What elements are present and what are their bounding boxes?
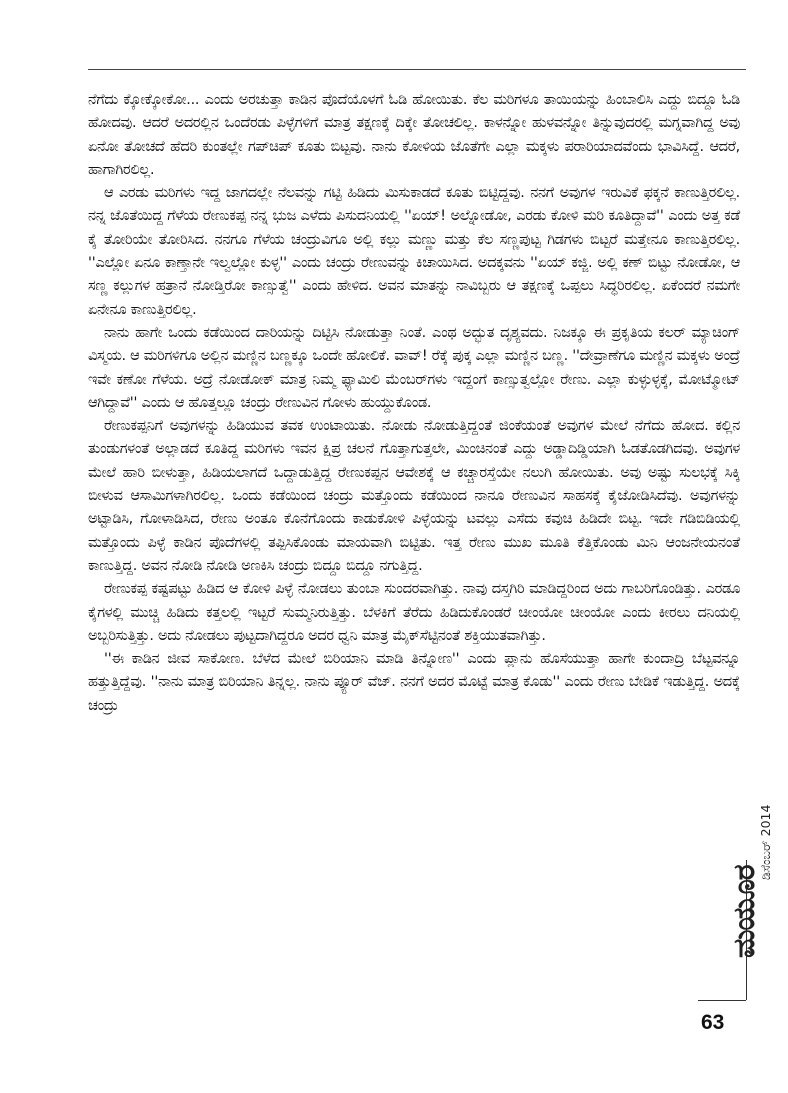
- paragraph: ನೆಗೆದು ಕ್ಕೋಕ್ಕೋಕೋ... ಎಂದು ಅರಚುತ್ತಾ ಕಾಡಿನ ಪೊದೆಯೊಳಗೆ ಓಡಿ ಹೋಯಿತು. ಕೆಲ ಮರಿಗಳೂ ತಾಯಿಯನ್ನು ಹಿಂಬಾಲಿಸಿ ಎದ್ದು ಬಿದ್ದೂ ಓಡಿ ಹೋದವು. ಆದರೆ ಅದರಲ್ಲಿನ ಒಂದೆರಡು ಪಿಳ್ಳೆಗಳಿಗೆ ಮಾತ್ರ ತಕ್ಷಣಕ್ಕೆ ದಿಕ್ಕೇ ತೋಚಲಿಲ್ಲ. ಕಾಳನ್ನೋ ಹುಳವನ್ನೋ ತಿನ್ನುವುದರಲ್ಲಿ ಮಗ್ನವಾಗಿದ್ದ ಅವು ಏನೋ ತೋಚದೆ ಹೆದರಿ ಕುಂತಲ್ಲೇ ಗಪ್‌ಚಿಪ್ ಕೂತು ಬಿಟ್ಟವು. ನಾನು ಕೋಳಿಯ ಜೊತೆಗೇ ಎಲ್ಲಾ ಮಕ್ಕಳು ಪರಾರಿಯಾದವೆಂದು ಭಾವಿಸಿದ್ದೆ. ಆದರೆ, ಹಾಗಾಗಿರಲಿಲ್ಲ.: [88, 92, 740, 178]
- page-number-rule: [698, 1000, 746, 1001]
- paragraph: ನಾನು ಹಾಗೇ ಒಂದು ಕಡೆಯಿಂದ ದಾರಿಯನ್ನು ದಿಟ್ಟಿಸಿ ನೋಡುತ್ತಾ ನಿಂತೆ. ಎಂಥ ಅದ್ಭುತ ದೃಶ್ಯವದು. ನಿಜಕ್ಕೂ ಈ ಪ್ರಕೃತಿಯ ಕಲರ್ ಮ್ಯಾಚಿಂಗ್ ವಿಸ್ಮಯ. ಆ ಮರಿಗಳಿಗೂ ಅಲ್ಲಿನ ಮಣ್ಣಿನ ಬಣ್ಣಕ್ಕೂ ಒಂದೇ ಹೋಲಿಕೆ. ವಾವ್! ರೆಕ್ಕೆ ಪುಕ್ಕ ಎಲ್ಲಾ ಮಣ್ಣಿನ ಬಣ್ಣ. ''ದೇವ್ರಾಣೆಗೂ ಮಣ್ಣಿನ ಮಕ್ಕಳು ಅಂದ್ರೆ ಇವೇ ಕಣೋ ಗೆಳೆಯ. ಅದ್ರೆ ನೋಡೋಕ್ ಮಾತ್ರ ನಿಮ್ಮ ಫ್ಯಾಮಿಲಿ ಮೆಂಬರ್‌ಗಳು ಇದ್ದಂಗೆ ಕಾಣ್ಸುತ್ವಲ್ಲೋ ರೇಣು. ಎಲ್ಲಾ ಕುಳ್ಳುಳ್ಳಕ್ಕೆ, ಮೋಟ್ಮೋಟ್ ಆಗಿದ್ದಾವೆ'' ಎಂದು ಆ ಹೊತ್ತಲ್ಲೂ ಚಂದ್ರು ರೇಣುವಿನ ಗೋಳು ಹುಯ್ದುಕೊಂಡ.: [88, 324, 740, 411]
- paragraph: ರೇಣುಕಪ್ಪ ಕಷ್ಟಪಟ್ಟು ಹಿಡಿದ ಆ ಕೋಳಿ ಪಿಳ್ಳೆ ನೋಡಲು ತುಂಬಾ ಸುಂದರವಾಗಿತ್ತು. ನಾವು ದಸ್ತಗಿರಿ ಮಾಡಿದ್ದರಿಂದ ಅದು ಗಾಬರಿಗೊಂಡಿತ್ತು. ಎರಡೂ ಕೈಗಳಲ್ಲಿ ಮುಚ್ಚಿ ಹಿಡಿದು ಕತ್ತಲಲ್ಲಿ ಇಟ್ಟರೆ ಸುಮ್ಮನಿರುತ್ತಿತ್ತು. ಬೆಳಕಿಗೆ ತೆರೆದು ಹಿಡಿದುಕೊಂಡರೆ ಚೀಂಯೋ ಚೀಂಯೋ ಎಂದು ಕೀರಲು ದನಿಯಲ್ಲಿ ಅಬ್ಬರಿಸುತ್ತಿತ್ತು. ಅದು ನೋಡಲು ಪುಟ್ಟದಾಗಿದ್ದರೂ ಅದರ ಧ್ವನಿ ಮಾತ್ರ ಮೈಕ್‌ಸೆಟ್ಟಿನಂತೆ ಶಕ್ತಿಯುತವಾಗಿತ್ತು.: [88, 581, 740, 644]
- issue-date: ಡಿಸೆಂಬರ್ 2014: [758, 804, 773, 880]
- article-body: [88, 89, 740, 718]
- paragraph: ಆ ಎರಡು ಮರಿಗಳು ಇದ್ದ ಜಾಗದಲ್ಲೇ ನೆಲವನ್ನು ಗಟ್ಟಿ ಹಿಡಿದು ಮಿಸುಕಾಡದೆ ಕೂತು ಬಿಟ್ಟಿದ್ದವು. ನನಗೆ ಅವುಗಳ ಇರುವಿಕೆ ಫಕ್ಕನೆ ಕಾಣುತ್ತಿರಲಿಲ್ಲ. ನನ್ನ ಜೊತೆಯಿದ್ದ ಗೆಳೆಯ ರೇಣುಕಪ್ಪ ನನ್ನ ಭುಜ ಎಳೆದು ಪಿಸುದನಿಯಲ್ಲಿ ''ಏಯ್! ಅಲ್ನೋಡೋ, ಎರಡು ಕೋಳಿ ಮರಿ ಕೂತಿದ್ದಾವೆ'' ಎಂದು ಅತ್ತ ಕಡೆ ಕೈ ತೋರಿಯೇ ತೋರಿಸಿದ. ನನಗೂ ಗೆಳೆಯ ಚಂದ್ರುವಿಗೂ ಅಲ್ಲಿ ಕಲ್ಲು ಮಣ್ಣು ಮತ್ತು ಕೆಲ ಸಣ್ಣಪುಟ್ಟ ಗಿಡಗಳು ಬಿಟ್ಟರೆ ಮತ್ತೇನೂ ಕಾಣುತ್ತಿರಲಿಲ್ಲ. ''ಎಲ್ಲೋ ಏನೂ ಕಾಣ್ತಾನೇ ಇಲ್ವಲ್ಲೋ ಕುಳ್ಳ'' ಎಂದು ಚಂದ್ರು ರೇಣುವನ್ನು ಕಿಚಾಯಿಸಿದ. ಅದಕ್ಕವನು ''ಏಯ್ ಕಜ್ಜಿ. ಅಲ್ಲಿ ಕಣ್ ಬಿಟ್ಟು ನೋಡೋ, ಆ ಸಣ್ಣ ಕಲ್ಲುಗಳ ಹತ್ರಾನೆ ನೋಡ್ತಿರೋ ಕಾಣ್ಸುತ್ವೆ'' ಎಂದು ಹೇಳಿದ. ಅವನ ಮಾತನ್ನು ನಾವಿಬ್ಬರು ಆ ತಕ್ಷಣಕ್ಕೆ ಒಪ್ಪಲು ಸಿದ್ಧರಿರಲಿಲ್ಲ. ಏಕೆಂದರೆ ನಮಗೇ ಏನೇನೂ ಕಾಣುತ್ತಿರಲಿಲ್ಲ.: [88, 185, 740, 318]
- paragraph: ರೇಣುಕಪ್ಪನಿಗೆ ಅವುಗಳನ್ನು ಹಿಡಿಯುವ ತವಕ ಉಂಟಾಯಿತು. ನೋಡು ನೋಡುತ್ತಿದ್ದಂತೆ ಜಿಂಕೆಯಂತೆ ಅವುಗಳ ಮೇಲೆ ನೆಗೆದು ಹೋದ. ಕಲ್ಲಿನ ತುಂಡುಗಳಂತೆ ಅಲ್ಲಾಡದೆ ಕೂತಿದ್ದ ಮರಿಗಳು ಇವನ ಕ್ಷಿಪ್ರ ಚಲನೆ ಗೊತ್ತಾಗುತ್ತಲೇ, ಮಿಂಚಿನಂತೆ ಎದ್ದು ಅಡ್ಡಾದಿಡ್ಡಿಯಾಗಿ ಓಡತೊಡಗಿದವು. ಅವುಗಳ ಮೇಲೆ ಹಾರಿ ಬೀಳುತ್ತಾ, ಹಿಡಿಯಲಾಗದೆ ಒದ್ದಾಡುತ್ತಿದ್ದ ರೇಣುಕಪ್ಪನ ಆವೇಶಕ್ಕೆ ಆ ಕಚ್ಚಾರಸ್ತೆಯೇ ನಲುಗಿ ಹೋಯಿತು. ಅವು ಅಷ್ಟು ಸುಲಭಕ್ಕೆ ಸಿಕ್ಕಿ ಬೀಳುವ ಆಸಾಮಿಗಳಾಗಿರಲಿಲ್ಲ. ಒಂದು ಕಡೆಯಿಂದ ಚಂದ್ರು ಮತ್ತೊಂದು ಕಡೆಯಿಂದ ನಾನೂ ರೇಣುವಿನ ಸಾಹಸಕ್ಕೆ ಕೈಜೋಡಿಸಿದೆವು. ಅವುಗಳನ್ನು ಅಟ್ಟಾಡಿಸಿ, ಗೋಳಾಡಿಸಿದ, ರೇಣು ಅಂತೂ ಕೊನೆಗೊಂದು ಕಾಡುಕೋಳಿ ಪಿಳ್ಳೆಯನ್ನು ಟವಲ್ಲು ಎಸೆದು ಕವುಚಿ ಹಿಡಿದೇ ಬಿಟ್ಟ. ಇದೇ ಗಡಿಬಿಡಿಯಲ್ಲಿ ಮತ್ತೊಂದು ಪಿಳ್ಳೆ ಕಾಡಿನ ಪೊದೆಗಳಲ್ಲಿ ತಪ್ಪಿಸಿಕೊಂಡು ಮಾಯವಾಗಿ ಬಿಟ್ಟಿತು. ಇತ್ತ ರೇಣು ಮುಖ ಮೂತಿ ಕೆತ್ತಿಕೊಂಡು ಮಿನಿ ಆಂಜನೇಯನಂತೆ ಕಾಣುತ್ತಿದ್ದ. ಅವನ ನೋಡಿ ನೋಡಿ ಅಣಕಿಸಿ ಚಂದ್ರು ಬಿದ್ದೂ ಬಿದ್ದೂ ನಗುತ್ತಿದ್ದ.: [88, 418, 740, 574]
- header-rule: [88, 69, 746, 70]
- page-number: 63: [701, 1011, 725, 1034]
- magazine-logo: ಮಯೂರ: [727, 865, 762, 958]
- magazine-masthead: [727, 750, 788, 958]
- paragraph: ''ಈ ಕಾಡಿನ ಜೀವ ಸಾಕೋಣ. ಬೆಳೆದ ಮೇಲೆ ಬಿರಿಯಾನಿ ಮಾಡಿ ತಿನ್ನೋಣ'' ಎಂದು ಪ್ಲಾನು ಹೊಸೆಯುತ್ತಾ ಹಾಗೇ ಕುಂದಾದ್ರಿ ಬೆಟ್ಟವನ್ನೂ ಹತ್ತುತ್ತಿದ್ದೆವು. ''ನಾನು ಮಾತ್ರ ಬಿರಿಯಾನಿ ತಿನ್ನಲ್ಲ. ನಾನು ಪ್ಯೂರ್ ವೆಜ್. ನನಗೆ ಅದರ ಮೊಟ್ಟೆ ಮಾತ್ರ ಕೊಡು'' ಎಂದು ರೇಣು ಬೇಡಿಕೆ ಇಡುತ್ತಿದ್ದ. ಅದಕ್ಕೆ ಚಂದ್ರು: [88, 651, 740, 714]
